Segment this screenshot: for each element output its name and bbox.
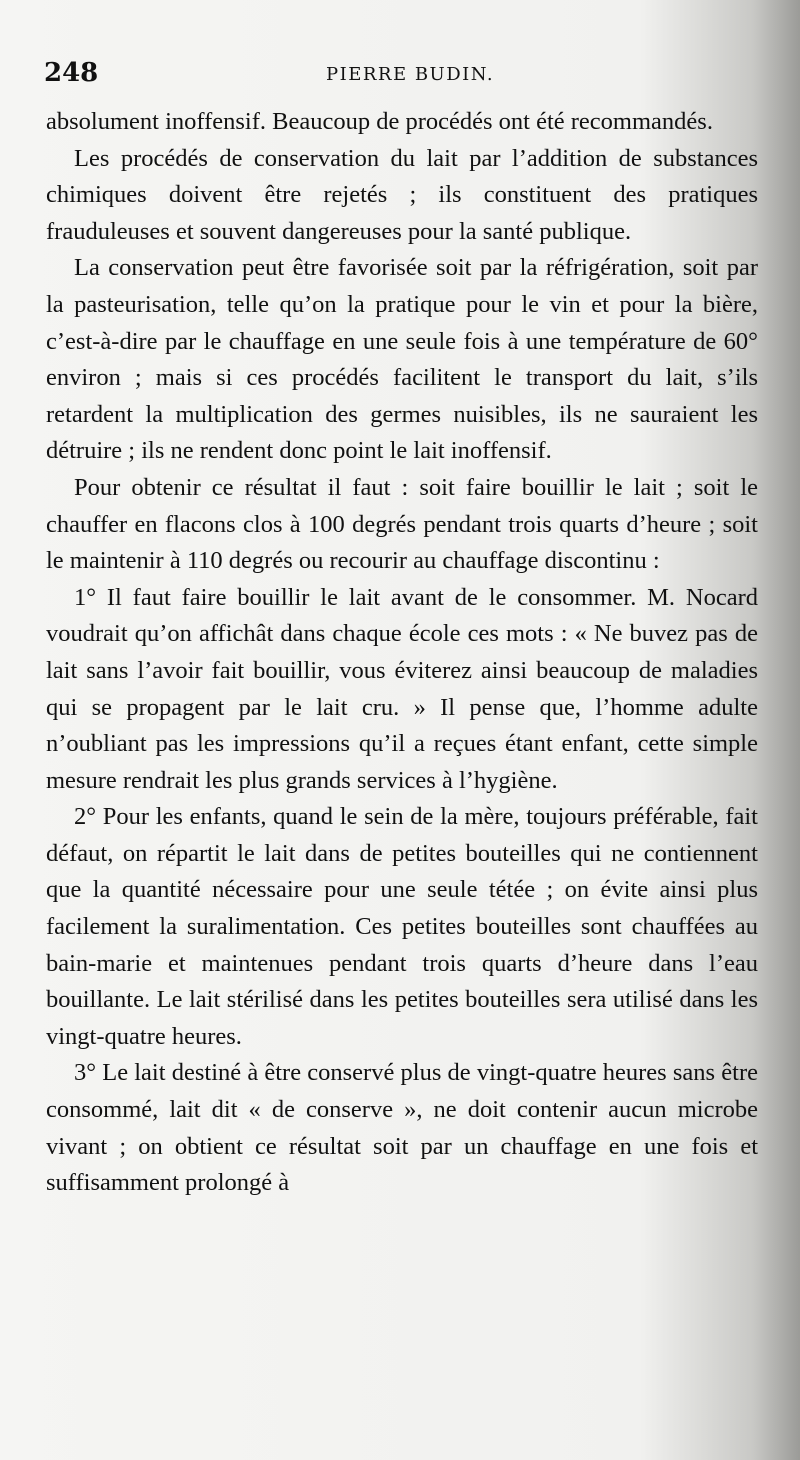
paragraph-item-3: 3° Le lait destiné à être conservé plus de vingt-quatre heures sans être consommé, lait dit « de conserve », ne doit contenir aucun microbe vivant ; on obtient ce résultat soit par un chauffage en une fois et suffisamment prolongé à	[46, 1059, 758, 1197]
paragraph-item-1: 1° Il faut faire bouillir le lait avant de le consommer. M. Nocard voudrait qu’on affichât dans chaque école ces mots : « Ne buvez pas de lait sans l’avoir fait bouillir, vous éviterez ainsi beaucoup de maladies qui se propagent par le lait cru. » Il pense que, l’homme adulte n’oubliant pas les impressions qu’il a reçues étant enfant, cette simple mesure rendrait les plus grands services à l’hygiène.	[46, 583, 758, 794]
paragraph-continuation: absolument inoffensif. Beaucoup de procédés ont été recommandés.	[46, 108, 713, 135]
body-text	[46, 104, 758, 1202]
page-header	[44, 58, 744, 98]
paragraph-item-2: 2° Pour les enfants, quand le sein de la mère, toujours préférable, fait défaut, on répartit le lait dans de petites bouteilles qui ne contiennent que la quantité nécessaire pour une seule tétée ; on évite ainsi plus facilement la suralimentation. Ces petites bouteilles sont chauffées au bain-marie et maintenues pendant trois quarts d’heure dans l’eau bouillante. Le lait stérilisé dans les petites bouteilles sera utilisé dans les vingt-quatre heures.	[46, 803, 758, 1050]
paragraph-chemical-preservation: Les procédés de conservation du lait par l’addition de substances chimiques doivent être rejetés ; ils constituent des pratiques frauduleuses et souvent dangereuses pour la santé publique.	[46, 144, 758, 245]
paragraph-methods: Pour obtenir ce résultat il faut : soit faire bouillir le lait ; soit le chauffer en flacons clos à 100 degrés pendant trois quarts d’heure ; soit le maintenir à 110 degrés ou recourir au chauffage discontinu :	[46, 473, 758, 575]
paragraph-pasteurisation: La conservation peut être favorisée soit par la réfrigération, soit par la pasteurisation, telle qu’on la pratique pour le vin et pour la bière, c’est-à-dire par le chauffage en une seule fois à une température de 60° environ ; mais si ces procédés facilitent le transport du lait, s’ils retardent la multiplication des germes nuisibles, ils ne sauraient les détruire ; ils ne rendent donc point le lait inoffensif.	[46, 254, 758, 465]
running-head: PIERRE BUDIN.	[326, 64, 495, 85]
page-number: 248	[44, 58, 99, 88]
